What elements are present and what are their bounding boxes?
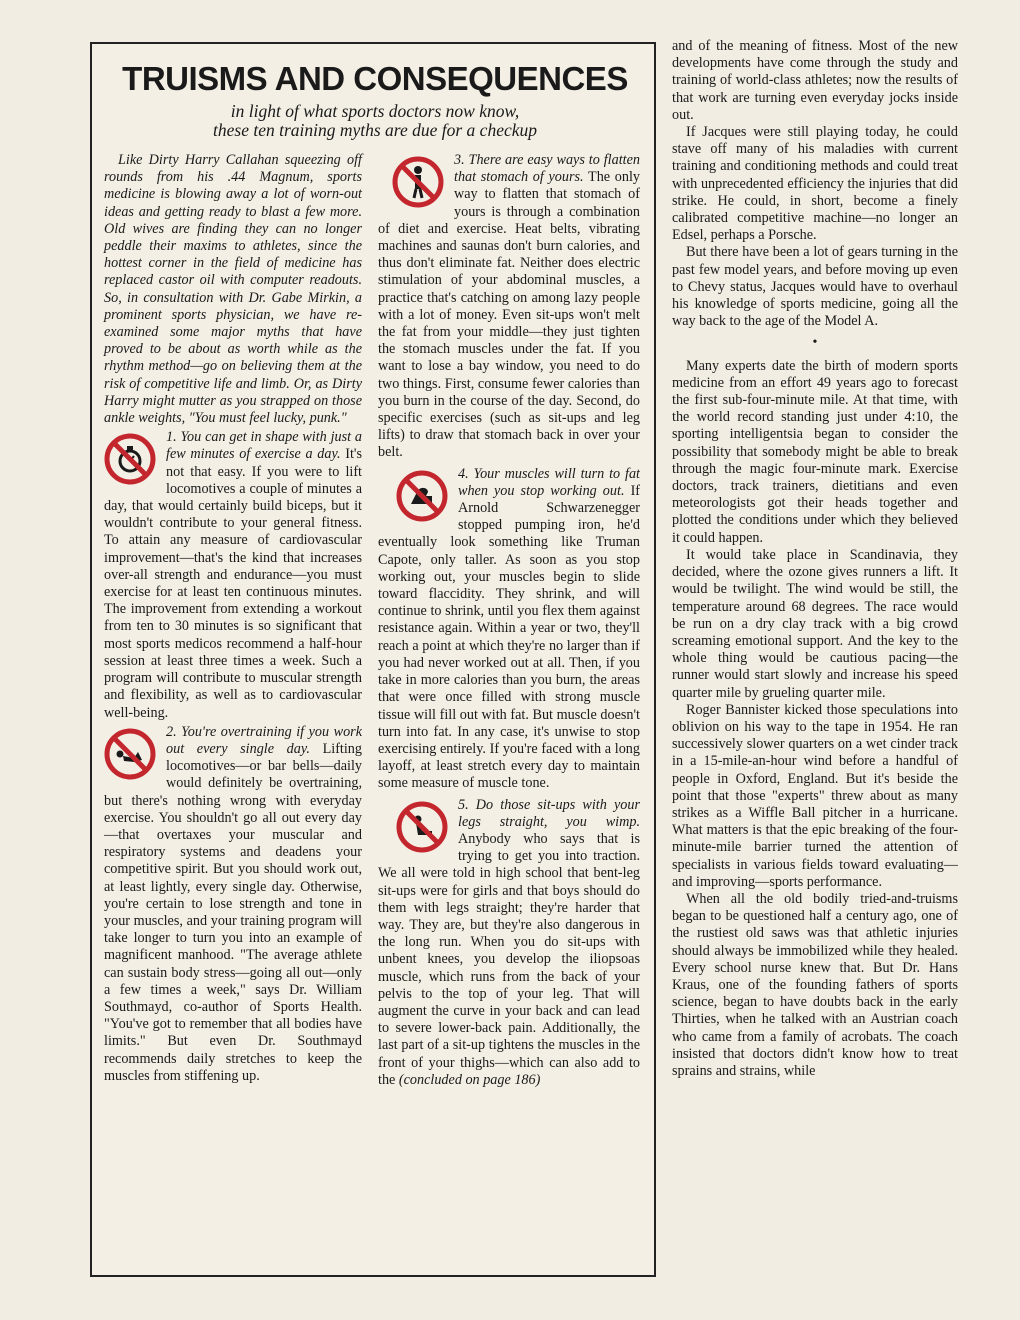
right-paragraph-1: and of the meaning of fitness. Most of the new developments have come through the study and training of world-class athletes; now the results of that work are turning even everyday jocks inside out. [672, 38, 958, 123]
right-paragraph-2: If Jacques were still playing today, he could stave off many of his maladies with current training and conditioning methods and could treat with unprecedented efficiency the injuries that did strike. He could, in short, become a finely calibrated competitive machine—no longer an Edsel, perhaps a Porsche. [672, 124, 958, 244]
myth-4-body: If Arnold Schwarzenegger stopped pumping iron, he'd eventually look something like Truman Capote, only taller. As soon as you stop working out, your muscles begin to slide toward flaccidity. They shrink, and will continue to shrink, until you flex them against resistance again. Within a year or two, they'll reach a point at which they're no larger than if you had never worked out at all. Then, if you take in more calories than you burn, the areas that were once filled with strong muscle tissue will fill out with fat. But muscle doesn't turn into fat. In any case, it's unwise to stop exercising entirely. If you're faced with a long layoff, at least stretch every day to maintain some measure of muscle tone. [378, 482, 640, 792]
section-break: • [812, 335, 818, 351]
standing-figure-icon [392, 156, 444, 208]
deck-line-1: in light of what sports doctors now know, [230, 101, 520, 121]
myth-5-body: Anybody who says that is trying to get you into traction. We all were told in high school that bent-leg sit-ups were for girls and that boys should do them with legs straight; they're harder that way. They are, but they're also dangerous in the long run. When you do sit-ups with unbent knees, you develop the iliopsoas muscle, which runs from the back of your pelvis to the top of your leg. That will augment the curve in your back and can lead to severe lower-back pain. Additionally, the last part of a sit-up tightens the muscles in the front of your thighs—which can also add to the [378, 830, 640, 1088]
column-3 [672, 38, 958, 1080]
myth-4 [378, 466, 640, 793]
deck [92, 102, 658, 140]
myth-1 [104, 429, 362, 721]
myth-2-title: 2. You're overtraining if you work out every single day. [166, 723, 362, 757]
right-paragraph-3: But there have been a lot of gears turning in the past few model years, and before moving up even to Chevy status, Jacques would have to overhaul his knowledge of sports medicine, going all the way back to the age of the Model A. [672, 244, 958, 330]
deck-line-2: these ten training myths are due for a checkup [213, 120, 537, 140]
stopwatch-icon [104, 433, 156, 485]
headline: TRUISMS AND CONSEQUENCES [122, 60, 628, 97]
myth-3-body: The only way to flatten that stomach of yours is through a combination of diet and exercise. Heat belts, vibrating machines and saunas don't burn calories, and thus don't eliminate fat. Neither does electric stimulation of your abdominal muscles, a practice that's catching on among lazy people with a lot of money. Even sit-ups won't melt the fat from your middle—they just tighten the stomach muscles under the fat. If you want to lose a bay window, you need to do two things. First, consume fewer calories than you burn in the course of the day. Second, do specific exercises (such as sit-ups and leg lifts) to draw that stomach back in over your belt. [378, 169, 640, 461]
myth-3 [378, 152, 640, 462]
right-paragraph-7: When all the old bodily tried-and-truisms began to be questioned half a century ago, one of the rustiest old saws was that athletic injuries should always be immobilized while they healed. Every school nurse knew that. But Dr. Hans Kraus, one of the founding fathers of sports science, began to have doubts back in the early Thirties, when he talked with an Austrian coach who came from a family of acrobats. The coach insisted that doctors didn't know how to treat sprains and strains, while [672, 890, 958, 1079]
myth-1-title: 1. You can get in shape with just a few minutes of exercise a day. [166, 429, 362, 463]
myth-2-body: Lifting locomotives—or bar bells—daily would definitely be overtraining, but there's nothing wrong with everyday exercise. You shouldn't go all out every day—that overtaxes your muscular and respiratory systems and deadens your competitive spirit. But you should work out, at least lightly, every single day. Otherwise, you're certain to lose strength and tone in your muscles, and your training program will take longer to turn you into an example of magnificent manhood. "The average athlete can sustain body stress—going all out—only a few times a week," says Dr. William Southmayd, co-author of Sports Health. "You've got to remember that all bodies have limits." But even Dr. Southmayd recommends daily stretches to keep the muscles from stiffening up. [104, 740, 362, 1084]
continuation-note: (concluded on page 186) [398, 1071, 541, 1088]
myth-1-body: It's not that easy. If you were to lift locomotives a couple of minutes a day, that would certainly build biceps, but it wouldn't contribute to your general fitness. To attain any measure of cardiovascular improvement—that's the kind that increases over-all strength and endurance—you must exercise for at least ten continuous minutes. The improvement from extending a workout from ten to 30 minutes is so significant that most sports medicos recommend a half-hour session at least three times a week. Such a program will contribute to muscular strength and flexibility, as well as to cardiovascular well-being. [104, 446, 362, 721]
reclining-figure-icon [104, 728, 156, 780]
myth-4-title: 4. Your muscles will turn to fat when you stop working out. [458, 465, 640, 499]
intro-paragraph: Like Dirty Harry Callahan squeezing off rounds from his .44 Magnum, sports medicine is blowing away a lot of worn-out ideas and getting ready to blast a few more. Old wives are finding they can no longer peddle their maxims to athletes, since the hottest corner in the field of medicine has replaced castor oil with computer readouts. So, in consultation with Dr. Gabe Mirkin, a prominent sports physician, we have re-examined some major myths that have proved to be about as worth while as the rhythm method—go on believing them at the risk of competitive life and limb. Or, as Dirty Harry might mutter as you strapped on those ankle weights, "You must feel lucky, punk." [104, 152, 362, 427]
sit-up-figure-icon [396, 801, 448, 853]
myth-2 [104, 724, 362, 1085]
column-1 [104, 152, 362, 1085]
column-2 [378, 152, 640, 1089]
flexed-arm-icon [396, 470, 448, 522]
myth-3-title: 3. There are easy ways to flatten that stomach of yours. [454, 152, 640, 186]
right-paragraph-4: Many experts date the birth of modern sports medicine from an effort 49 years ago to forecast the first sub-four-minute mile. At that time, with the world record standing just under 4:10, the sporting intelligentsia began to consider the possibility that somebody might be able to break through the magic four-minute mark. Exercise doctors, track trainers, dietitians and even meteorologists got their heads together and plotted the conditions under which they believed it could happen. [672, 357, 958, 546]
right-paragraph-5: It would take place in Scandinavia, they decided, where the ozone gives runners a lift. It would be twilight. The wind would be still, the temperature around 68 degrees. The race would be run on a dry clay track with a big crowd screaming emotional support. And the key to the whole thing would be cautious pacing—the runner would start slowly and increase his speed quarter mile by grueling quarter mile. [672, 546, 958, 701]
myth-5-title: 5. Do those sit-ups with your legs straight, you wimp. [458, 796, 640, 830]
myth-5 [378, 797, 640, 1089]
right-paragraph-6: Roger Bannister kicked those speculations into oblivion on his way to the tape in 1954. He ran successively slower quarters on a wet cinder track in a 15-mile-an-hour wind before a handful of people in Oxford, England. But it's beside the point that those "experts" threw about as many strikes as a Wiffle Ball pitcher in a hurricane. What matters is that the epic breaking of the four-minute-mile barrier turned the attention of specialists in various fields toward evaluating—and improving—sports performance. [672, 701, 958, 890]
